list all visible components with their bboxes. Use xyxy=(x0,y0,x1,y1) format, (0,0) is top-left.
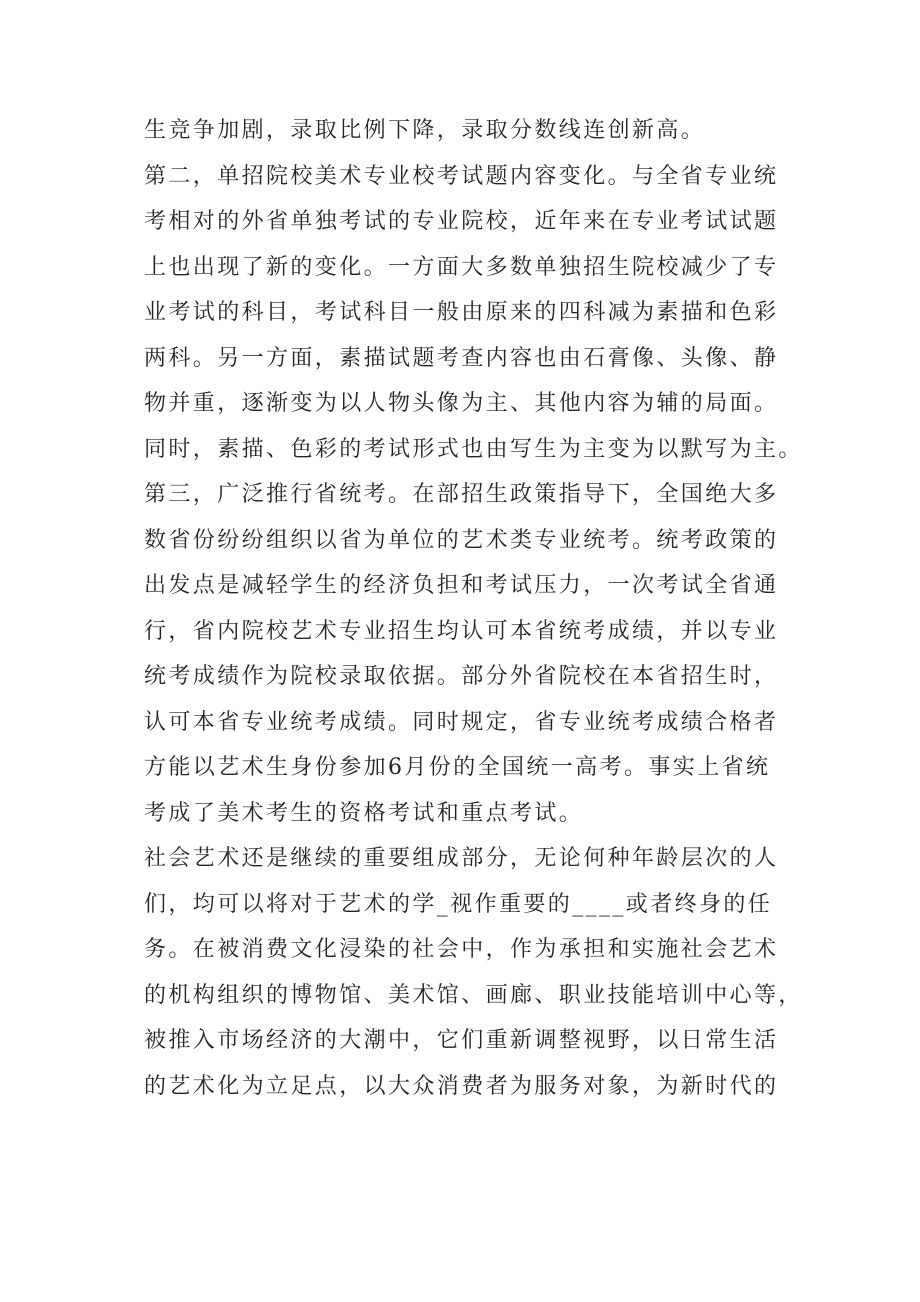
text-line: 认可本省专业统考成绩。同时规定，省专业统考成绩合格者 xyxy=(144,709,779,735)
text-line: 被推入市场经济的大潮中，它们重新调整视野，以日常生活 xyxy=(144,1028,779,1053)
text-line: 第二，单招院校美术专业校考试题内容变化。与全省专业统 xyxy=(144,163,779,189)
text-line: 的艺术化为立足点，以大众消费者为服务对象，为新时代的 xyxy=(144,1073,779,1099)
text-line: 统考成绩作为院校录取依据。部分外省院校在本省招生时， xyxy=(144,664,779,689)
text-line: 数省份纷纷组织以省为单位的艺术类专业统考。统考政策的 xyxy=(144,527,779,553)
text-line: 方能以艺术生身份参加6月份的全国统一高考。事实上省统 xyxy=(144,755,771,780)
text-line: 务。在被消费文化浸染的社会中，作为承担和实施社会艺术 xyxy=(144,937,779,962)
text-line: 社会艺术还是继续的重要组成部分，无论何种年龄层次的人 xyxy=(144,846,779,871)
text-line: 生竞争加剧，录取比例下降，录取分数线连创新高。 xyxy=(144,118,706,143)
text-line: 行，省内院校艺术专业招生均认可本省统考成绩，并以专业 xyxy=(144,618,779,644)
text-line: 考成了美术考生的资格考试和重点考试。 xyxy=(144,800,584,826)
text-line: 考相对的外省单独考试的专业院校，近年来在专业考试试题 xyxy=(144,209,779,234)
text-line: 两科。另一方面，素描试题考查内容也由石膏像、头像、静 xyxy=(144,345,779,371)
text-line: 物并重，逐渐变为以人物头像为主、其他内容为辅的局面。 xyxy=(144,391,779,416)
text-line: 们，均可以将对于艺术的学_视作重要的____或者终身的任 xyxy=(144,891,773,917)
body-text xyxy=(144,108,803,1109)
text-line: 上也出现了新的变化。一方面大多数单独招生院校减少了专 xyxy=(144,254,779,280)
text-line: 业考试的科目，考试科目一般由原来的四科减为素描和色彩 xyxy=(144,300,779,325)
text-line: 同时，素描、色彩的考试形式也由写生为主变为以默写为主。 xyxy=(144,436,803,462)
text-line: 的机构组织的博物馆、美术馆、画廊、职业技能培训中心等， xyxy=(144,982,803,1008)
text-line: 第三，广泛推行省统考。在部招生政策指导下，全国绝大多 xyxy=(144,482,779,507)
text-line: 出发点是减轻学生的经济负担和考试压力，一次考试全省通 xyxy=(144,573,779,598)
